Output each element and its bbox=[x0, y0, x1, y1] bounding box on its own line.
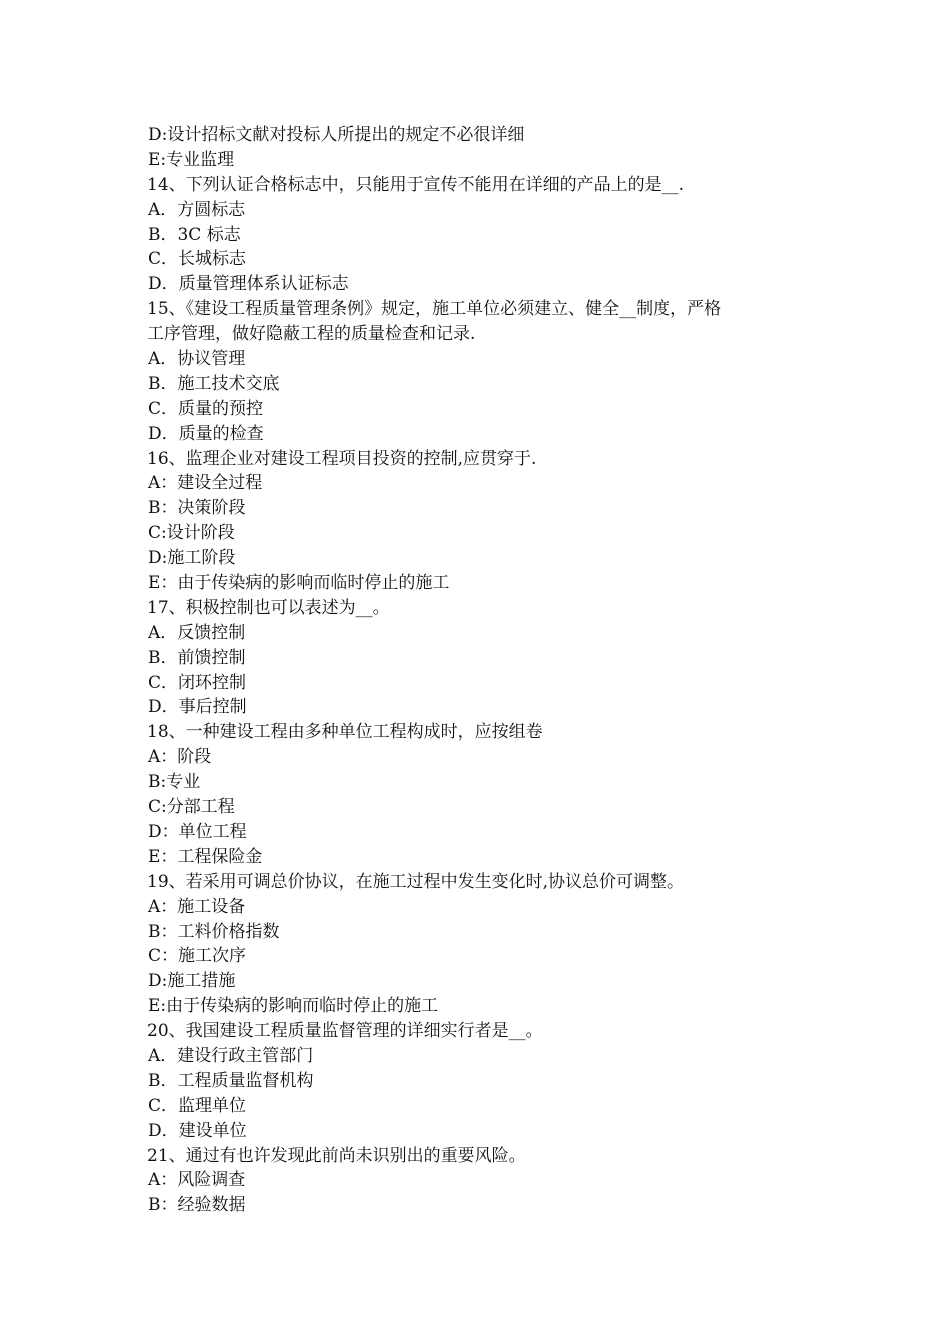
question-line: 工序管理，做好隐蔽工程的质量检查和记录. bbox=[147, 324, 476, 345]
option-line: B．施工技术交底 bbox=[148, 373, 280, 394]
question-line: 15、《建设工程质量管理条例》规定，施工单位必须建立、健全__制度，严格 bbox=[147, 299, 722, 320]
option-line: B．前馈控制 bbox=[148, 647, 246, 668]
option-line: C:分部工程 bbox=[148, 797, 235, 818]
option-line: D．事后控制 bbox=[148, 697, 247, 718]
option-line: D:施工阶段 bbox=[148, 548, 236, 569]
option-line: D．质量管理体系认证标志 bbox=[148, 274, 349, 295]
option-line: E:由于传染病的影响而临时停止的施工 bbox=[148, 996, 439, 1017]
question-line: 14、下列认证合格标志中，只能用于宣传不能用在详细的产品上的是__. bbox=[147, 174, 685, 195]
option-line: C:设计阶段 bbox=[148, 523, 235, 544]
question-list bbox=[147, 123, 827, 1218]
option-line: D:施工措施 bbox=[148, 971, 236, 992]
question-line: 19、若采用可调总价协议，在施工过程中发生变化时,协议总价可调整。 bbox=[147, 871, 685, 892]
option-line: C：施工次序 bbox=[148, 946, 247, 967]
option-line: A．方圆标志 bbox=[148, 199, 246, 220]
option-line: A：建设全过程 bbox=[148, 473, 263, 494]
option-line: C．监理单位 bbox=[148, 1095, 247, 1116]
question-line: 18、一种建设工程由多种单位工程构成时，应按组卷 bbox=[147, 722, 543, 743]
question-line: 16、监理企业对建设工程项目投资的控制,应贯穿于. bbox=[147, 448, 537, 469]
option-line: A．反馈控制 bbox=[148, 622, 246, 643]
question-line: 20、我国建设工程质量监督管理的详细实行者是__。 bbox=[147, 1021, 543, 1042]
option-line: E：工程保险金 bbox=[148, 846, 263, 867]
option-line: E:专业监理 bbox=[148, 149, 235, 170]
question-line: 17、积极控制也可以表述为__。 bbox=[147, 597, 390, 618]
option-line: A．协议管理 bbox=[148, 349, 246, 370]
question-line: 21、通过有也许发现此前尚未识别出的重要风险。 bbox=[147, 1145, 526, 1166]
option-line: C．长城标志 bbox=[148, 249, 247, 270]
option-line: C．质量的预控 bbox=[148, 398, 264, 419]
option-line: B：工料价格指数 bbox=[148, 921, 280, 942]
option-line: A：风险调查 bbox=[148, 1170, 246, 1191]
option-line: A：阶段 bbox=[148, 747, 212, 768]
option-line: D．质量的检查 bbox=[148, 423, 264, 444]
option-line: B．3C 标志 bbox=[148, 224, 241, 245]
option-line: E：由于传染病的影响而临时停止的施工 bbox=[148, 573, 450, 594]
option-line: B．工程质量监督机构 bbox=[148, 1070, 314, 1091]
option-line: A．建设行政主管部门 bbox=[148, 1045, 314, 1066]
option-line: C．闭环控制 bbox=[148, 672, 247, 693]
option-line: D：单位工程 bbox=[148, 821, 247, 842]
option-line: A：施工设备 bbox=[148, 896, 246, 917]
option-line: B：经验数据 bbox=[148, 1195, 246, 1216]
option-line: B:专业 bbox=[148, 772, 201, 793]
option-line: D:设计招标文献对投标人所提出的规定不必很详细 bbox=[148, 125, 525, 145]
option-line: B：决策阶段 bbox=[148, 498, 246, 519]
option-line: D．建设单位 bbox=[148, 1120, 247, 1141]
